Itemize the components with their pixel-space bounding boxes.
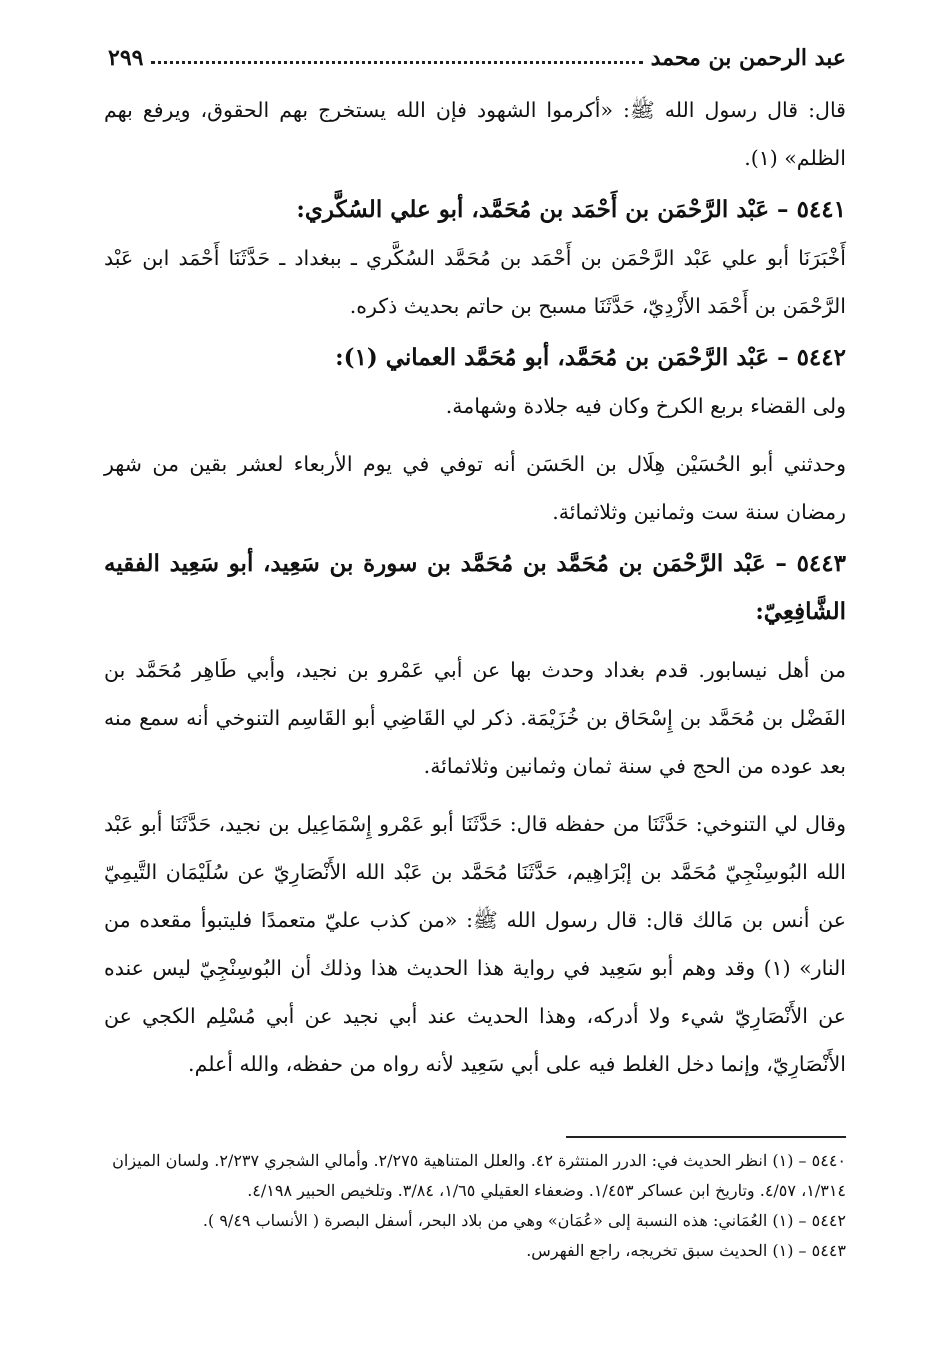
main-text (104, 86, 846, 1088)
entry-text-5441: أَخْبَرَنَا أبو علي عَبْد الرَّحْمَن بن أَحْمَد بن مُحَمَّد السُكَّري ـ ببغداد ـ حَدَّثَنَا أَحْمَد ابن عَبْد الرَّحْمَن بن أَحْمَد الأَزْدِيّ، حَدَّثَنَا مسبح بن حاتم بحديث ذكره. (104, 246, 846, 318)
entry-title-5442: ٥٤٤٢ – عَبْد الرَّحْمَن بن مُحَمَّد، أبو مُحَمَّد العماني (١): (335, 344, 846, 371)
page-number: ٢٩٩ (108, 45, 144, 71)
footnote-separator (566, 1136, 846, 1138)
running-title: عبد الرحمن بن محمد (650, 45, 846, 71)
footnotes (104, 1146, 846, 1266)
footnote-5440: ٥٤٤٠ – (١) انظر الحديث في: الدرر المنتثرة ٤٢. والعلل المتناهية ٢/٢٧٥. وأمالي الشجري ٢/٢٣٧. ولسان الميزان ١/٣١٤، ٤/٥٧. وتاريخ ابن عساكر ١/٤٥٣. وضعفاء العقيلي ١/٦٥، ٣/٨٤. وتلخيص الحبير ٤/١٩٨. (112, 1151, 846, 1200)
entry-text-5443-a: من أهل نيسابور. قدم بغداد وحدث بها عن أبي عَمْرو بن نجيد، وأبي طَاهِر مُحَمَّد بن الفَضْل بن مُحَمَّد بن إِسْحَاق بن خُزَيْمَة. ذكر لي القَاضِي أبو القَاسِم التنوخي أنه سمع منه بعد عوده من الحج في سنة ثمان وثمانين وثلاثمائة. (104, 658, 846, 778)
entry-text-5443-b: وقال لي التنوخي: حَدَّثَنَا من حفظه قال: حَدَّثَنَا أبو عَمْرو إِسْمَاعِيل بن نجيد، حَدَّثَنَا أبو عَبْد الله البُوسِنْجِيّ مُحَمَّد بن إبْرَاهِيم، حَدَّثَنَا مُحَمَّد بن عَبْد الله الأَنْصَارِيّ عن سُلَيْمَان التَّيمِيّ عن أنس بن مَالك قال: قال رسول الله ﷺ: «من كذب عليّ متعمدًا فليتبوأ مقعده من النار» (١) وقد وهم أبو سَعِيد في رواية هذا الحديث هذا وذلك أن البُوسِنْجِيّ ليس عنده عن الأَنْصَارِيّ شيء ولا أدركه، وهذا الحديث عند أبي نجيد عن أبي مُسْلِم الكجي عن الأَنْصَارِيّ، وإنما دخل الغلط فيه على أبي سَعِيد لأنه رواه من حفظه، والله أعلم. (104, 812, 846, 1076)
entry-title-5441: ٥٤٤١ – عَبْد الرَّحْمَن بن أَحْمَد بن مُحَمَّد، أبو علي السُكَّري: (296, 196, 846, 223)
footnote-5443: ٥٤٤٣ – (١) الحديث سبق تخريجه، راجع الفهرس. (526, 1241, 846, 1260)
paragraph-5440-end: قال: قال رسول الله ﷺ: «أكرموا الشهود فإن الله يستخرج بهم الحقوق، ويرفع بهم الظلم» (١). (104, 98, 846, 170)
entry-text-5442-b: وحدثني أبو الحُسَيْن هِلَال بن الحَسَن أنه توفي في يوم الأربعاء لعشر بقين من شهر رمضان سنة ست وثمانين وثلاثمائة. (104, 452, 846, 524)
page-header (108, 40, 846, 76)
entry-title-5443: ٥٤٤٣ – عَبْد الرَّحْمَن بن مُحَمَّد بن مُحَمَّد بن سورة بن سَعِيد، أبو سَعِيد الفقيه الشَّافِعِيّ: (104, 550, 846, 625)
header-dot-leader (151, 61, 642, 64)
footnote-5442: ٥٤٤٢ – (١) العُمَاني: هذه النسبة إلى «عُمَان» وهي من بلاد البحر، أسفل البصرة ( الأنساب ٩/٤٩ ). (202, 1211, 846, 1230)
entry-text-5442-a: ولى القضاء بربع الكرخ وكان فيه جلادة وشهامة. (445, 394, 846, 418)
